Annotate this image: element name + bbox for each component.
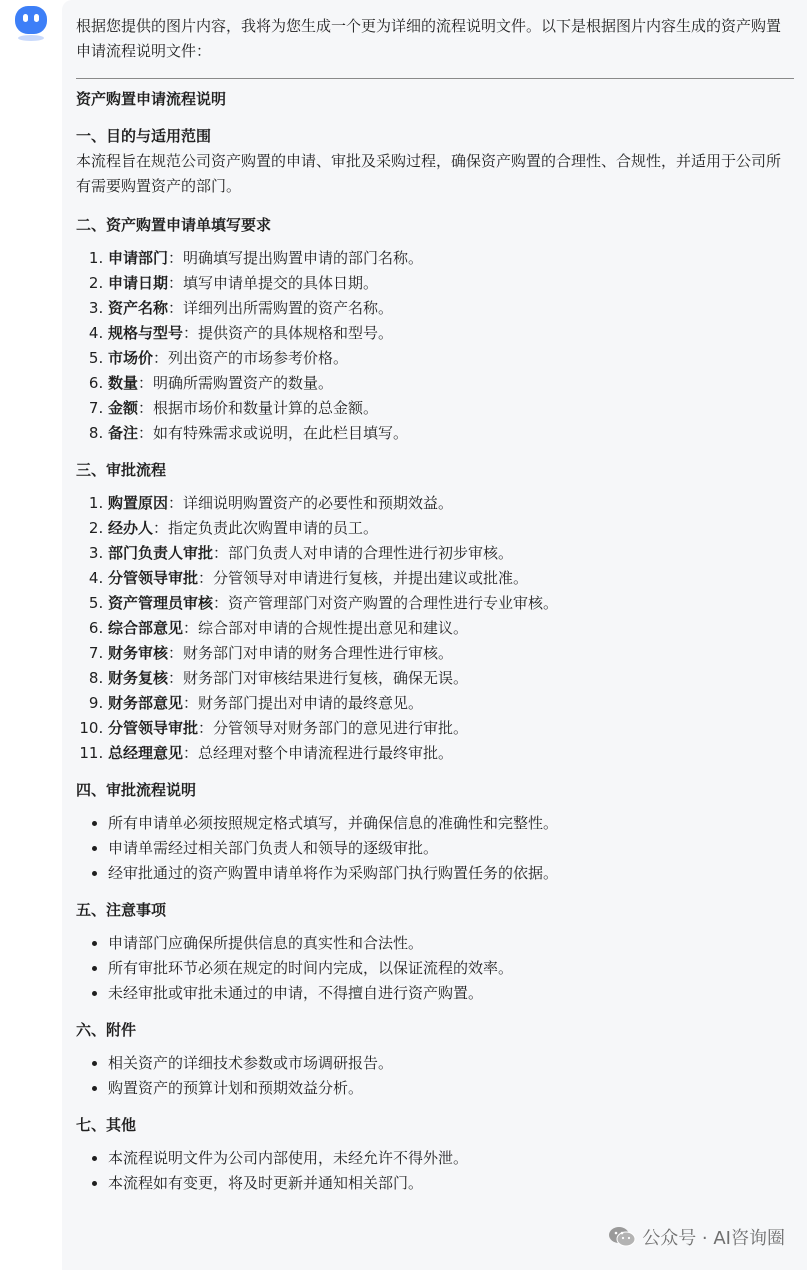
list-item: 1. 购置原因：详细说明购置资产的必要性和预期效益。 [108,491,794,516]
precautions-list [76,931,794,1006]
section-heading-approval-process: 三、审批流程 [76,461,167,479]
list-item: 7. 财务审核：财务部门对申请的财务合理性进行审核。 [108,641,794,666]
list-item: 9. 财务部意见：财务部门提出对申请的最终意见。 [108,691,794,716]
list-item: 4. 分管领导审批：分管领导对申请进行复核，并提出建议或批准。 [108,566,794,591]
attachments-list [76,1051,794,1101]
list-item: • 经审批通过的资产购置申请单将作为采购部门执行购置任务的依据。 [108,861,794,886]
section-heading-process-notes: 四、审批流程说明 [76,781,197,799]
list-item: • 未经审批或审批未通过的申请，不得擅自进行资产购置。 [108,981,794,1006]
list-item: 7. 金额：根据市场价和数量计算的总金额。 [108,396,794,421]
section-heading-scope: 一、目的与适用范围 [76,127,212,145]
list-item: • 本流程说明文件为公司内部使用，未经允许不得外泄。 [108,1146,794,1171]
list-item: • 购置资产的预算计划和预期效益分析。 [108,1076,794,1101]
list-item: • 所有申请单必须按照规定格式填写，并确保信息的准确性和完整性。 [108,811,794,836]
section-text-scope: 本流程旨在规范公司资产购置的申请、审批及采购过程，确保资产购置的合理性、合规性，并适用于公司所有需要购置资产的部门。 [76,152,782,195]
list-item: 10. 分管领导审批：分管领导对财务部门的意见进行审批。 [108,716,794,741]
document-title: 资产购置申请流程说明 [76,90,227,108]
section-heading-attachments: 六、附件 [76,1021,137,1039]
section-heading-precautions: 五、注意事项 [76,901,167,919]
section-heading-other: 七、其他 [76,1116,137,1134]
list-item: 6. 数量：明确所需购置资产的数量。 [108,371,794,396]
list-item: • 申请单需经过相关部门负责人和领导的逐级审批。 [108,836,794,861]
watermark-text: 公众号 · AI咨询圈 [642,1228,785,1249]
list-item: 8. 财务复核：财务部门对审核结果进行复核，确保无误。 [108,666,794,691]
list-item: 2. 经办人：指定负责此次购置申请的员工。 [108,516,794,541]
watermark [608,1224,785,1250]
section-heading-form-requirements: 二、资产购置申请单填写要求 [76,216,272,234]
list-item: 6. 综合部意见：综合部对申请的合规性提出意见和建议。 [108,616,794,641]
list-item: 8. 备注：如有特殊需求或说明，在此栏目填写。 [108,421,794,446]
assistant-message-content [76,14,794,1208]
list-item: 2. 申请日期：填写申请单提交的具体日期。 [108,271,794,296]
list-item: • 所有审批环节必须在规定的时间内完成，以保证流程的效率。 [108,956,794,981]
wechat-icon [608,1225,636,1249]
list-item: 4. 规格与型号：提供资产的具体规格和型号。 [108,321,794,346]
list-item: • 本流程如有变更，将及时更新并通知相关部门。 [108,1171,794,1196]
divider [76,78,794,79]
intro-text: 根据您提供的图片内容，我将为您生成一个更为详细的流程说明文件。以下是根据图片内容生成的资产购置申请流程说明文件： [76,17,782,60]
robot-assistant-icon [12,4,50,42]
list-item: 1. 申请部门：明确填写提出购置申请的部门名称。 [108,246,794,271]
list-item: • 相关资产的详细技术参数或市场调研报告。 [108,1051,794,1076]
list-item: 3. 资产名称：详细列出所需购置的资产名称。 [108,296,794,321]
list-item: 5. 资产管理员审核：资产管理部门对资产购置的合理性进行专业审核。 [108,591,794,616]
assistant-avatar [12,4,50,42]
form-requirements-list [76,246,794,446]
process-notes-list [76,811,794,886]
list-item: 5. 市场价：列出资产的市场参考价格。 [108,346,794,371]
approval-process-list [76,491,794,766]
other-list [76,1146,794,1196]
list-item: 11. 总经理意见：总经理对整个申请流程进行最终审批。 [108,741,794,766]
list-item: 3. 部门负责人审批：部门负责人对申请的合理性进行初步审核。 [108,541,794,566]
list-item: • 申请部门应确保所提供信息的真实性和合法性。 [108,931,794,956]
